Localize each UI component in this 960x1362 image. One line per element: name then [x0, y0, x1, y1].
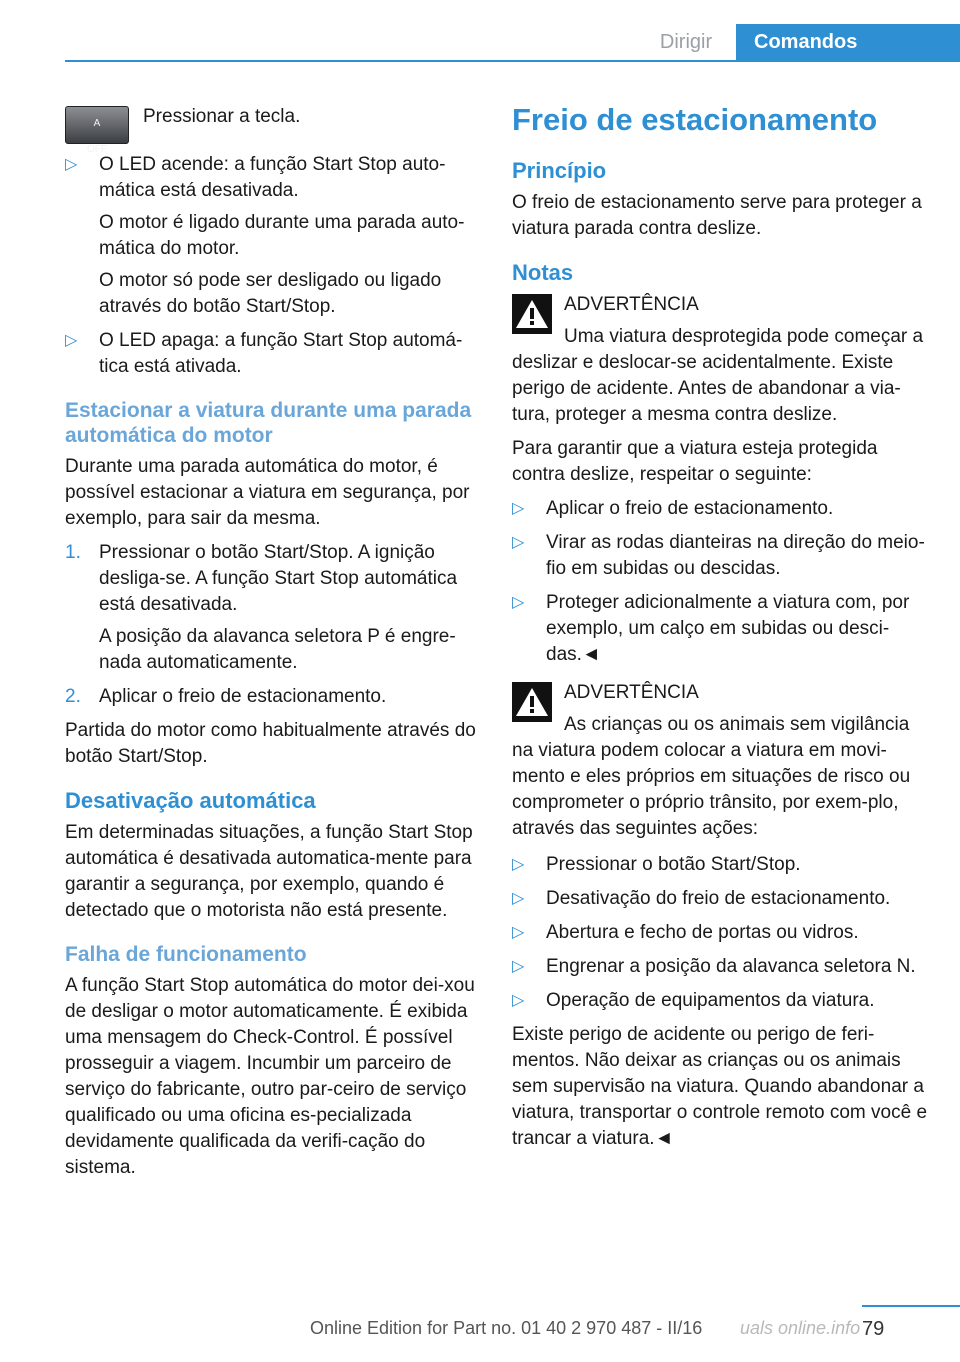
heading-park: Estacionar a viatura durante uma parada automática do motor [65, 399, 472, 447]
park-steps [65, 540, 485, 710]
auto-start-stop-key-icon [65, 106, 129, 152]
triangle-bullet-icon: ▷ [65, 332, 78, 349]
list-item-text: Pressionar o botão Start/Stop. [546, 854, 801, 875]
triangle-bullet-icon: ▷ [512, 890, 525, 907]
list-item [512, 590, 930, 668]
list-item-text: Operação de equipamentos da viatura. [546, 990, 875, 1011]
list-item-text: Virar as rodas dianteiras na direção do meio-fio em subidas ou descidas. [546, 532, 925, 579]
triangle-bullet-icon: ▷ [512, 924, 525, 941]
warning-intro: Para garantir que a viatura esteja protegida contra deslize, respeitar o seguinte: [512, 438, 878, 485]
left-column [65, 100, 485, 1189]
triangle-bullet-icon: ▷ [512, 992, 525, 1009]
triangle-bullet-icon: ▷ [512, 958, 525, 975]
right-column [512, 100, 930, 1160]
auto-deactivation-text: Em determinadas situações, a função Start Stop automática é desativada automatica-mente para garantir a segurança, por exemplo, quando é detectado que o motorista não está presente. [65, 822, 473, 921]
list-item [65, 152, 485, 320]
page-title: Freio de estacionamento [512, 102, 878, 137]
triangle-bullet-icon: ▷ [512, 500, 525, 517]
list-item [65, 540, 485, 676]
step-number: 2. [65, 686, 81, 707]
list-item-text: Engrenar a posição da alavanca seletora N. [546, 956, 916, 977]
triangle-bullet-icon: ▷ [512, 534, 525, 551]
list-item [512, 530, 930, 582]
list-item [512, 496, 930, 522]
led-on-text: O LED acende: a função Start Stop auto-mática está desativada. [99, 154, 446, 201]
triangle-bullet-icon: ▷ [512, 856, 525, 873]
step1-detail: A posição da alavanca seletora P é engre-nada automaticamente. [99, 626, 456, 673]
step2-text: Aplicar o freio de estacionamento. [99, 686, 387, 707]
tab-comandos[interactable]: Comandos [736, 24, 960, 60]
warning-body: As crianças ou os animais sem vigilância na viatura podem colocar a viatura em movi-mento e eles próprios em situações de risco ou comprometer o próprio trânsito, por exem-plo, através das seguintes ações: [512, 714, 911, 839]
warning-block-2 [512, 680, 930, 842]
step1-text: Pressionar o botão Start/Stop. A ignição desliga-se. A função Start Stop automática está desativada. [99, 542, 458, 615]
list-item [512, 988, 930, 1014]
list-item [512, 886, 930, 912]
warning-text [512, 324, 930, 428]
list-item [65, 328, 485, 380]
list-item-text: Proteger adicionalmente a viatura com, por exemplo, um calço em subidas ou desci-das.◄ [546, 592, 910, 665]
warning-block-1 [512, 292, 930, 428]
warning-triangle-icon [512, 294, 552, 334]
key-block [65, 100, 485, 152]
footer-divider [862, 1305, 960, 1307]
heading-principle: Princípio [512, 158, 607, 183]
page-number: 79 [862, 1318, 885, 1340]
step-number: 1. [65, 542, 81, 563]
edition-text: Online Edition for Part no. 01 40 2 970 487 - II/16 [310, 1318, 703, 1338]
list-item [512, 954, 930, 980]
warning-triangle-icon [512, 682, 552, 722]
warning-2-list [512, 852, 930, 1014]
principle-text: O freio de estacionamento serve para proteger a viatura parada contra deslize. [512, 192, 922, 239]
list-item [512, 920, 930, 946]
heading-auto-deactivation: Desativação automática [65, 788, 316, 813]
heading-malfunction: Falha de funcionamento [65, 943, 307, 966]
warning-body: Uma viatura desprotegida pode começar a deslizar e deslocar-se acidentalmente. Existe perigo de acidente. Antes de abandonar a via-tura, proteger a mesma contra deslize. [512, 326, 924, 425]
led-off-text: O LED apaga: a função Start Stop automá-tica está ativada. [99, 330, 463, 377]
list-item-text: Aplicar o freio de estacionamento. [546, 498, 834, 519]
list-item-text: Abertura e fecho de portas ou vidros. [546, 922, 859, 943]
restart-text: Partida do motor como habitualmente através do botão Start/Stop. [65, 720, 476, 767]
triangle-bullet-icon: ▷ [512, 594, 525, 611]
heading-notes: Notas [512, 260, 574, 285]
header-divider [65, 60, 960, 62]
led-list [65, 152, 485, 380]
park-text: Durante uma parada automática do motor, é possível estacionar a viatura em segurança, por exemplo, para sair da mesma. [65, 456, 470, 529]
malfunction-text: A função Start Stop automática do motor dei-xou de desligar o motor automaticamente. É exibida uma mensagem do Check-Control. É possível prosseguir a viagem. Incumbir um parceiro de serviço do fabricante, outro par-ceiro de serviço qualificado ou uma oficina es-pecializada devidamente qualificada da verifi-cação do sistema. [65, 975, 475, 1178]
led-on-detail-2: O motor só pode ser desligado ou ligado através do botão Start/Stop. [99, 270, 442, 317]
warning-title: ADVERTÊNCIA [564, 682, 699, 703]
triangle-bullet-icon: ▷ [65, 156, 78, 173]
warning-1-list [512, 496, 930, 668]
tab-dirigir[interactable]: Dirigir [659, 31, 713, 53]
list-item [512, 852, 930, 878]
led-on-detail-1: O motor é ligado durante uma parada auto-mática do motor. [99, 212, 465, 259]
list-item-text: Desativação do freio de estacionamento. [546, 888, 891, 909]
warning-text [512, 712, 930, 842]
warning-outro: Existe perigo de acidente ou perigo de feri-mentos. Não deixar as crianças ou os animais sem supervisão na viatura. Quando abandonar a viatura, transportar o controle remoto com você e trancar a viatura.◄ [512, 1024, 928, 1149]
key-caption: Pressionar a tecla. [143, 106, 301, 127]
warning-title: ADVERTÊNCIA [564, 294, 699, 315]
list-item [65, 684, 485, 710]
watermark: uals online.info [740, 1318, 861, 1338]
key-icon-label: A OFF [87, 118, 107, 152]
